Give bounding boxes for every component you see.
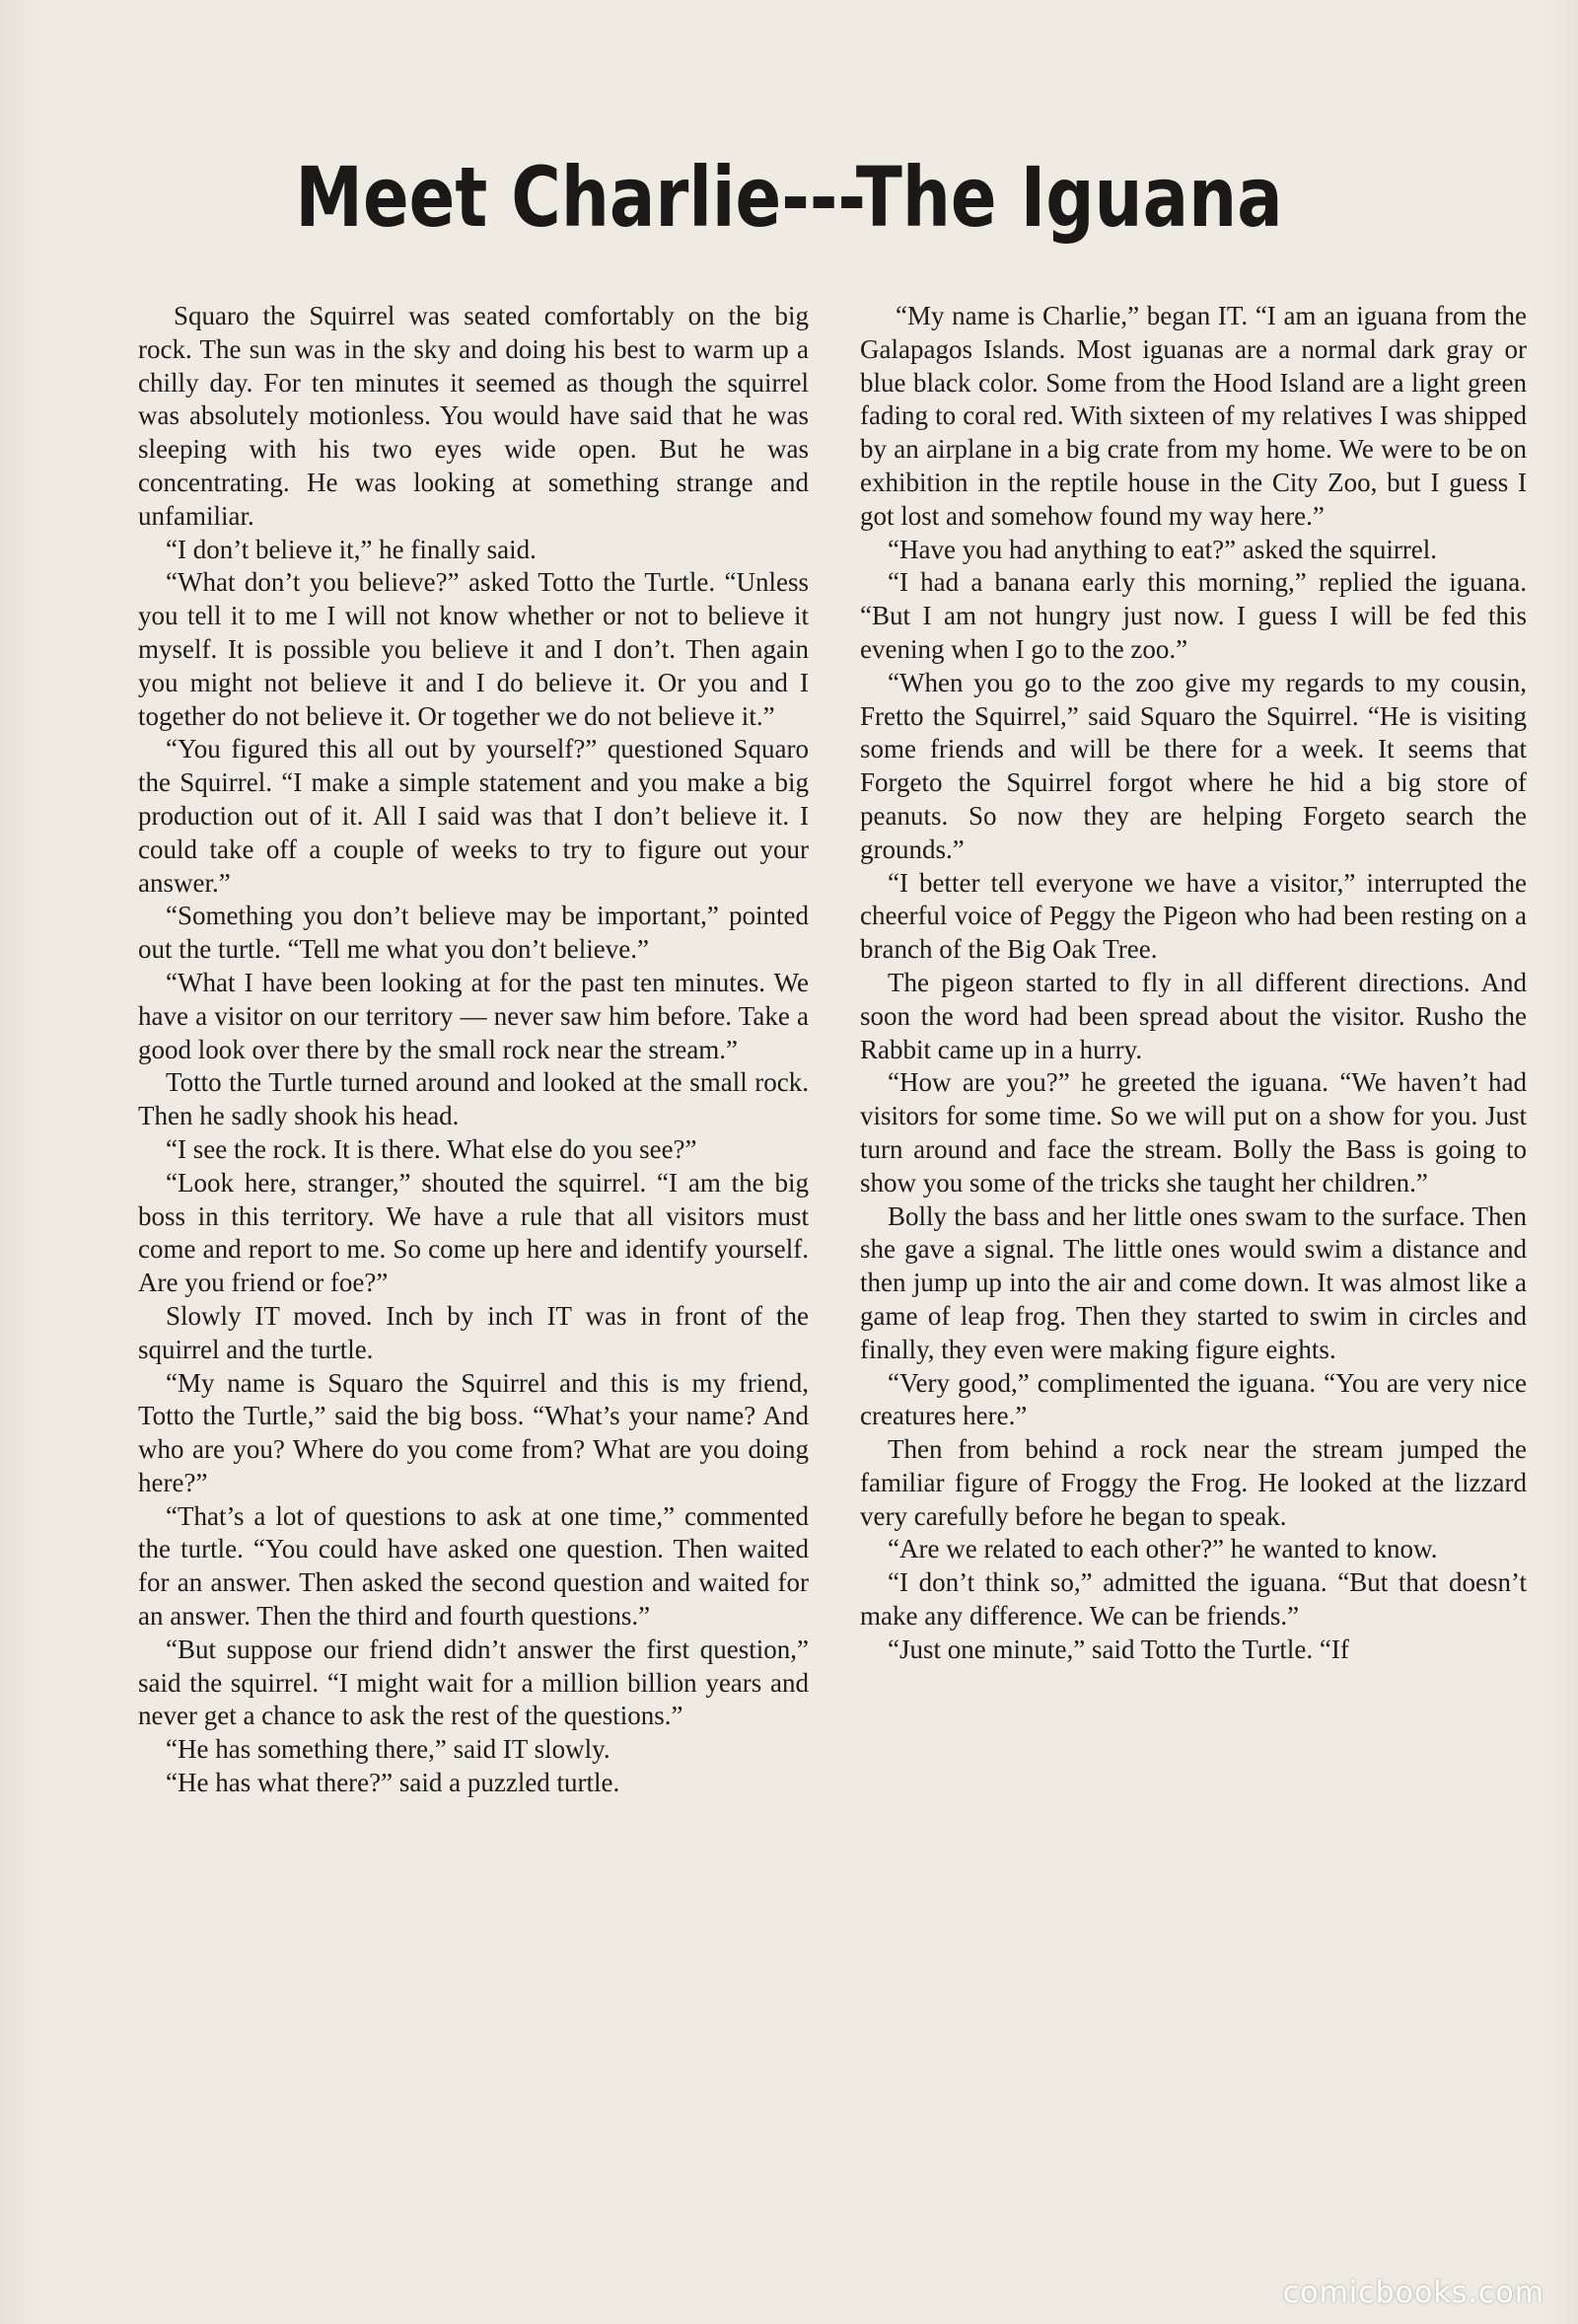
paragraph: “Have you had anything to eat?” asked the squirrel. [888,534,1438,564]
paragraph: “That’s a lot of questions to ask at one time,” commented the turtle. “You could have asked one question. Then waited for an answer. Then asked the second question and waited for an answer. Then the third and fourth questions.” [138,1500,809,1632]
paragraph: “When you go to the zoo give my regards to my cousin, Fretto the Squirrel,” said Squaro the Squirrel. “He is visiting some friends and will be there for a week. It seems that Forgeto the Squirrel forgot where he hid a big store of peanuts. So now they are helping Forgeto search the grounds.” [860,667,1527,864]
paragraph: Then from behind a rock near the stream jumped the familiar figure of Froggy the Frog. He looked at the lizzard very carefully before he began to speak. [860,1434,1527,1531]
paragraph: “What I have been looking at for the past ten minutes. We have a visitor on our territory — never saw him before. Take a good look over there by the small rock near the stream.” [138,967,809,1064]
site-watermark: comicbooks.com [1282,2276,1544,2310]
paragraph: “Just one minute,” said Totto the Turtle. “If [888,1634,1349,1664]
right-column [860,300,1527,1667]
paragraph: “I see the rock. It is there. What else do you see?” [166,1133,697,1164]
paragraph: “My name is Charlie,” began IT. “I am an iguana from the Galapagos Islands. Most iguanas are a normal dark gray or blue black color. Some from the Hood Island are a light green fading to coral red. With sixteen of my relatives I was shipped by an airplane in a big crate from my home. We were to be on exhibition in the reptile house in the City Zoo, but I guess I got lost and somehow found my way here.” [860,301,1527,531]
paragraph: “He has what there?” said a puzzled turtle. [166,1768,620,1798]
paragraph: “He has something there,” said IT slowly. [166,1734,610,1765]
paragraph: “I had a banana early this morning,” replied the iguana. “But I am not hungry just now. I guess I will be fed this evening when I go to the zoo.” [860,567,1527,664]
paragraph: The pigeon started to fly in all different directions. And soon the word had been spread about the visitor. Rusho the Rabbit came up in a hurry. [860,967,1527,1064]
story-title: Meet Charlie---The Iguana [295,149,1283,246]
paragraph: “But suppose our friend didn’t answer the first question,” said the squirrel. “I might wait for a million billion years and never get a chance to ask the rest of the questions.” [138,1634,809,1731]
paragraph: “I better tell everyone we have a visitor,” interrupted the cheerful voice of Peggy the Pigeon who had been resting on a branch of the Big Oak Tree. [860,867,1527,965]
left-column [138,300,809,1800]
paragraph: “I don’t believe it,” he finally said. [166,534,537,564]
paragraph: “Look here, stranger,” shouted the squirrel. “I am the big boss in this territory. We have a rule that all visitors must come and report to me. So come up here and identify yourself. Are you friend or foe?” [138,1167,809,1298]
paragraph: Totto the Turtle turned around and looked at the small rock. Then he sadly shook his head. [138,1067,809,1131]
paragraph: “Something you don’t believe may be important,” pointed out the turtle. “Tell me what you don’t believe.” [138,901,809,965]
paragraph: “My name is Squaro the Squirrel and this is my friend, Totto the Turtle,” said the big boss. “What’s your name? And who are you? Where do you come from? What are you doing here?” [138,1367,809,1497]
paragraph: Bolly the bass and her little ones swam to the surface. Then she gave a signal. The little ones would swim a distance and then jump up into the air and come down. It was almost like a game of leap frog. Then they started to swim in circles and finally, they even were making figure eights. [860,1200,1527,1364]
paragraph: Slowly IT moved. Inch by inch IT was in front of the squirrel and the turtle. [138,1300,809,1364]
paragraph: “Are we related to each other?” he wanted to know. [888,1534,1438,1564]
paragraph: “You figured this all out by yourself?” questioned Squaro the Squirrel. “I make a simple statement and you make a big production out of it. All I said was that I don’t believe it. I could take off a couple of weeks to try to figure out your answer.” [138,734,809,898]
paragraph: “How are you?” he greeted the iguana. “We haven’t had visitors for some time. So we will put on a show for you. Just turn around and face the stream. Bolly the Bass is going to show you some of the tricks she taught her children.” [860,1067,1527,1198]
paragraph: “What don’t you believe?” asked Totto the Turtle. “Unless you tell it to me I will not know whether or not to believe it myself. It is possible you believe it and I don’t. Then again you might not believe it and I do believe it. Or you and I together do not believe it. Or together we do not believe it.” [138,567,809,731]
paragraph: “I don’t think so,” admitted the iguana. “But that doesn’t make any difference. We can be friends.” [860,1567,1527,1632]
paragraph: Squaro the Squirrel was seated comfortably on the big rock. The sun was in the sky and doing his best to warm up a chilly day. For ten minutes it seemed as though the squirrel was absolutely motionless. You would have said that he was sleeping with his two eyes wide open. But he was concentrating. He was looking at something strange and unfamiliar. [138,301,809,531]
paragraph: “Very good,” complimented the iguana. “You are very nice creatures here.” [860,1367,1527,1431]
